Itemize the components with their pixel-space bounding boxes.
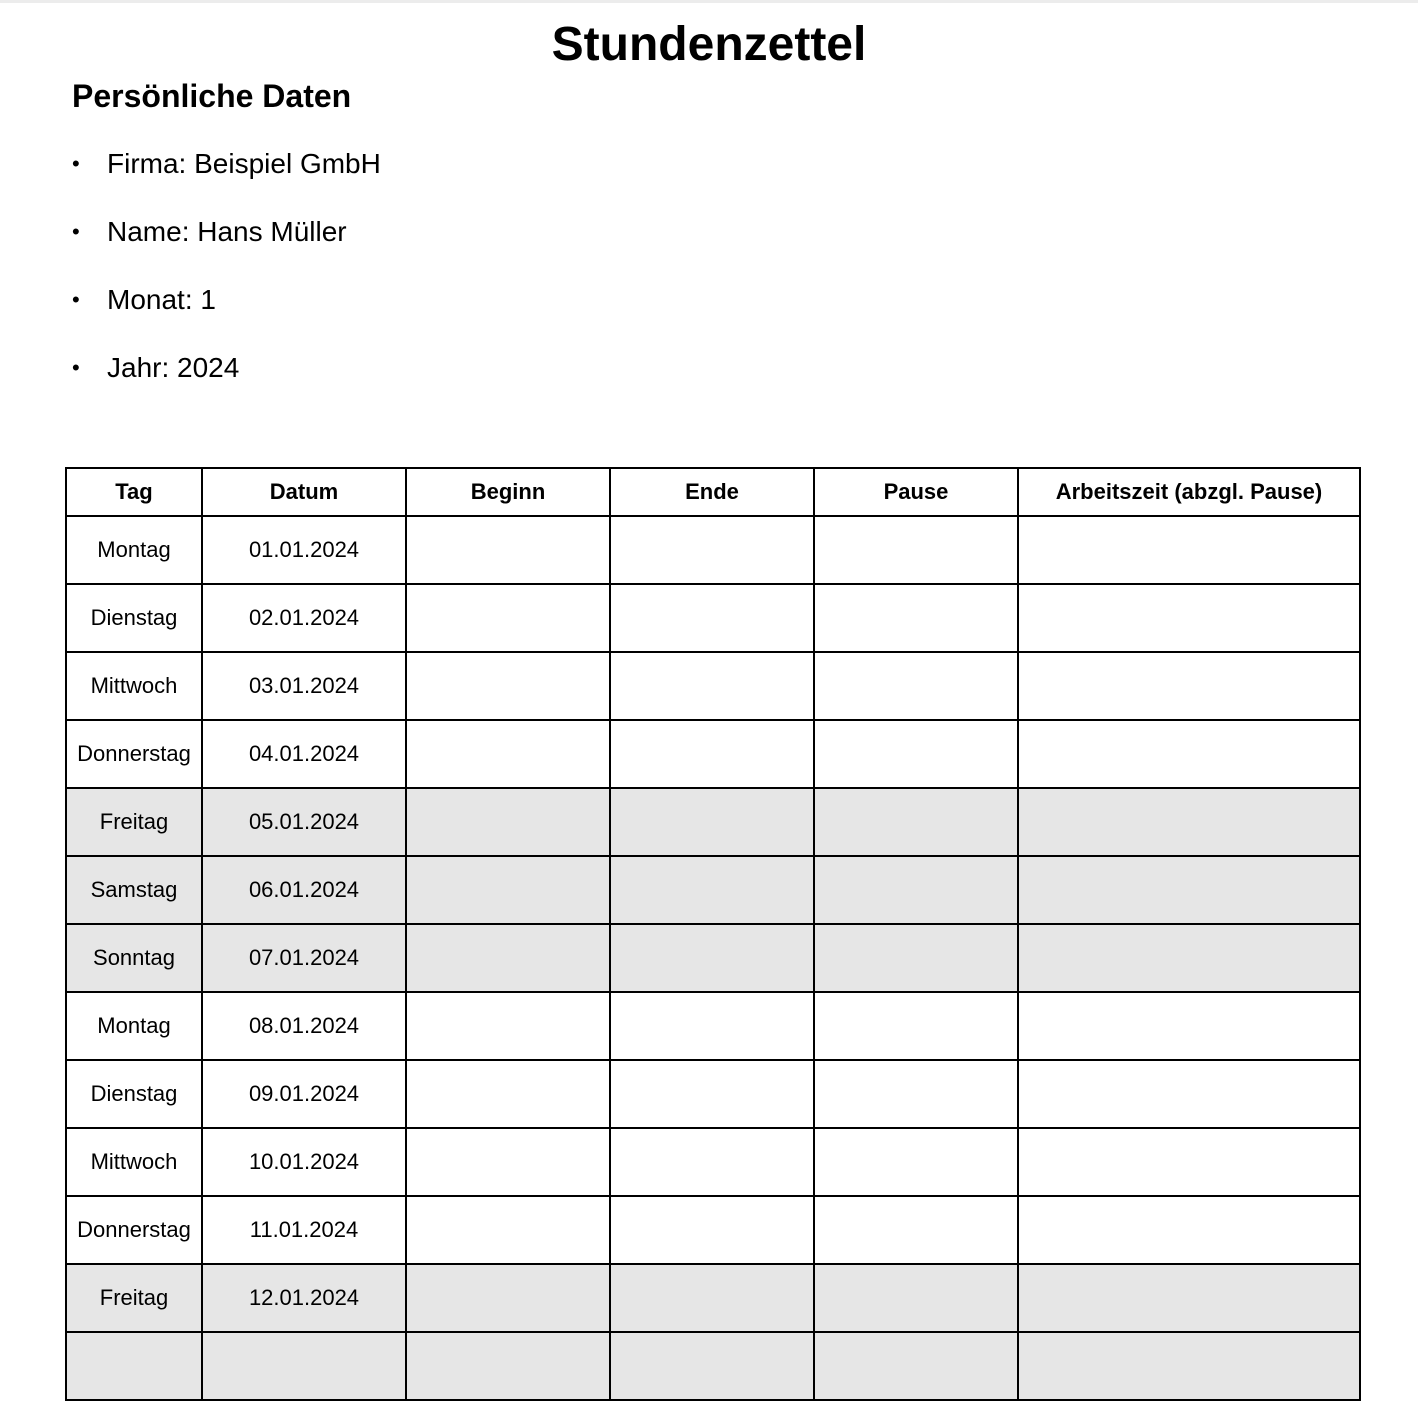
- cell-beginn[interactable]: [406, 584, 610, 652]
- cell-pause[interactable]: [814, 516, 1018, 584]
- cell-arbeitszeit[interactable]: [1018, 856, 1360, 924]
- list-item-firma: [72, 146, 381, 214]
- cell-pause[interactable]: [814, 788, 1018, 856]
- cell-tag: Montag: [66, 992, 202, 1060]
- cell-arbeitszeit[interactable]: [1018, 652, 1360, 720]
- page-title: Stundenzettel: [551, 18, 867, 71]
- cell-datum: [202, 1332, 406, 1400]
- firma-text: Firma: Beispiel GmbH: [107, 148, 381, 179]
- cell-beginn[interactable]: [406, 1060, 610, 1128]
- cell-pause[interactable]: [814, 1128, 1018, 1196]
- section-heading-personal-data: Persönliche Daten: [72, 78, 352, 114]
- cell-arbeitszeit[interactable]: [1018, 1128, 1360, 1196]
- cell-beginn[interactable]: [406, 720, 610, 788]
- cell-pause[interactable]: [814, 992, 1018, 1060]
- cell-beginn[interactable]: [406, 1128, 610, 1196]
- cell-tag: Sonntag: [66, 924, 202, 992]
- cell-pause[interactable]: [814, 856, 1018, 924]
- cell-beginn[interactable]: [406, 652, 610, 720]
- monat-text: Monat: 1: [107, 284, 216, 315]
- table-row: [66, 1264, 1360, 1332]
- cell-tag: [66, 1332, 202, 1400]
- cell-ende[interactable]: [610, 1060, 814, 1128]
- cell-datum: 09.01.2024: [202, 1060, 406, 1128]
- cell-datum: 03.01.2024: [202, 652, 406, 720]
- cell-tag: Samstag: [66, 856, 202, 924]
- jahr-text: Jahr: 2024: [107, 352, 240, 383]
- timesheet-table: [65, 467, 1361, 1401]
- cell-datum: 10.01.2024: [202, 1128, 406, 1196]
- timesheet-body: [66, 516, 1360, 1400]
- cell-arbeitszeit[interactable]: [1018, 720, 1360, 788]
- cell-pause[interactable]: [814, 1196, 1018, 1264]
- cell-pause[interactable]: [814, 1332, 1018, 1400]
- table-row: [66, 1332, 1360, 1400]
- cell-ende[interactable]: [610, 788, 814, 856]
- cell-arbeitszeit[interactable]: [1018, 788, 1360, 856]
- cell-beginn[interactable]: [406, 788, 610, 856]
- cell-tag: Dienstag: [66, 584, 202, 652]
- cell-ende[interactable]: [610, 1332, 814, 1400]
- cell-pause[interactable]: [814, 1264, 1018, 1332]
- cell-datum: 01.01.2024: [202, 516, 406, 584]
- cell-pause[interactable]: [814, 584, 1018, 652]
- cell-arbeitszeit[interactable]: [1018, 516, 1360, 584]
- table-row: [66, 720, 1360, 788]
- cell-datum: 02.01.2024: [202, 584, 406, 652]
- cell-pause[interactable]: [814, 924, 1018, 992]
- table-row: [66, 788, 1360, 856]
- cell-tag: Dienstag: [66, 1060, 202, 1128]
- list-item-jahr: [72, 350, 381, 418]
- cell-ende[interactable]: [610, 924, 814, 992]
- cell-beginn[interactable]: [406, 1332, 610, 1400]
- column-header-arbeitszeit: Arbeitszeit (abzgl. Pause): [1018, 468, 1360, 516]
- personal-data-list: [72, 146, 381, 418]
- cell-datum: 06.01.2024: [202, 856, 406, 924]
- bullet-icon: •: [72, 355, 80, 380]
- cell-pause[interactable]: [814, 1060, 1018, 1128]
- cell-datum: 07.01.2024: [202, 924, 406, 992]
- cell-pause[interactable]: [814, 720, 1018, 788]
- cell-pause[interactable]: [814, 652, 1018, 720]
- table-row: [66, 652, 1360, 720]
- cell-tag: Freitag: [66, 1264, 202, 1332]
- bullet-icon: •: [72, 219, 80, 244]
- bullet-icon: •: [72, 287, 80, 312]
- column-header-datum: Datum: [202, 468, 406, 516]
- page-top-edge: [0, 0, 1418, 3]
- table-row: [66, 1060, 1360, 1128]
- bullet-icon: •: [72, 151, 80, 176]
- cell-beginn[interactable]: [406, 992, 610, 1060]
- cell-ende[interactable]: [610, 516, 814, 584]
- cell-tag: Mittwoch: [66, 652, 202, 720]
- table-row: [66, 1196, 1360, 1264]
- cell-ende[interactable]: [610, 1196, 814, 1264]
- cell-arbeitszeit[interactable]: [1018, 1332, 1360, 1400]
- column-header-tag: Tag: [66, 468, 202, 516]
- cell-datum: 05.01.2024: [202, 788, 406, 856]
- cell-beginn[interactable]: [406, 516, 610, 584]
- cell-ende[interactable]: [610, 584, 814, 652]
- cell-datum: 12.01.2024: [202, 1264, 406, 1332]
- cell-datum: 11.01.2024: [202, 1196, 406, 1264]
- list-item-name: [72, 214, 381, 282]
- table-header-row: [66, 468, 1360, 516]
- cell-datum: 08.01.2024: [202, 992, 406, 1060]
- cell-ende[interactable]: [610, 992, 814, 1060]
- cell-beginn[interactable]: [406, 1196, 610, 1264]
- column-header-pause: Pause: [814, 468, 1018, 516]
- cell-tag: Donnerstag: [66, 720, 202, 788]
- table-row: [66, 584, 1360, 652]
- cell-beginn[interactable]: [406, 924, 610, 992]
- cell-arbeitszeit[interactable]: [1018, 1196, 1360, 1264]
- cell-arbeitszeit[interactable]: [1018, 924, 1360, 992]
- cell-ende[interactable]: [610, 1264, 814, 1332]
- cell-arbeitszeit[interactable]: [1018, 584, 1360, 652]
- cell-arbeitszeit[interactable]: [1018, 992, 1360, 1060]
- table-row: [66, 924, 1360, 992]
- cell-ende[interactable]: [610, 1128, 814, 1196]
- cell-beginn[interactable]: [406, 1264, 610, 1332]
- table-row: [66, 856, 1360, 924]
- cell-tag: Mittwoch: [66, 1128, 202, 1196]
- table-row: [66, 992, 1360, 1060]
- column-header-beginn: Beginn: [406, 468, 610, 516]
- cell-ende[interactable]: [610, 856, 814, 924]
- cell-tag: Freitag: [66, 788, 202, 856]
- table-row: [66, 1128, 1360, 1196]
- name-text: Name: Hans Müller: [107, 216, 347, 247]
- cell-arbeitszeit[interactable]: [1018, 1264, 1360, 1332]
- table-row: [66, 516, 1360, 584]
- cell-datum: 04.01.2024: [202, 720, 406, 788]
- cell-beginn[interactable]: [406, 856, 610, 924]
- column-header-ende: Ende: [610, 468, 814, 516]
- cell-tag: Donnerstag: [66, 1196, 202, 1264]
- cell-ende[interactable]: [610, 720, 814, 788]
- cell-tag: Montag: [66, 516, 202, 584]
- cell-ende[interactable]: [610, 652, 814, 720]
- list-item-monat: [72, 282, 381, 350]
- cell-arbeitszeit[interactable]: [1018, 1060, 1360, 1128]
